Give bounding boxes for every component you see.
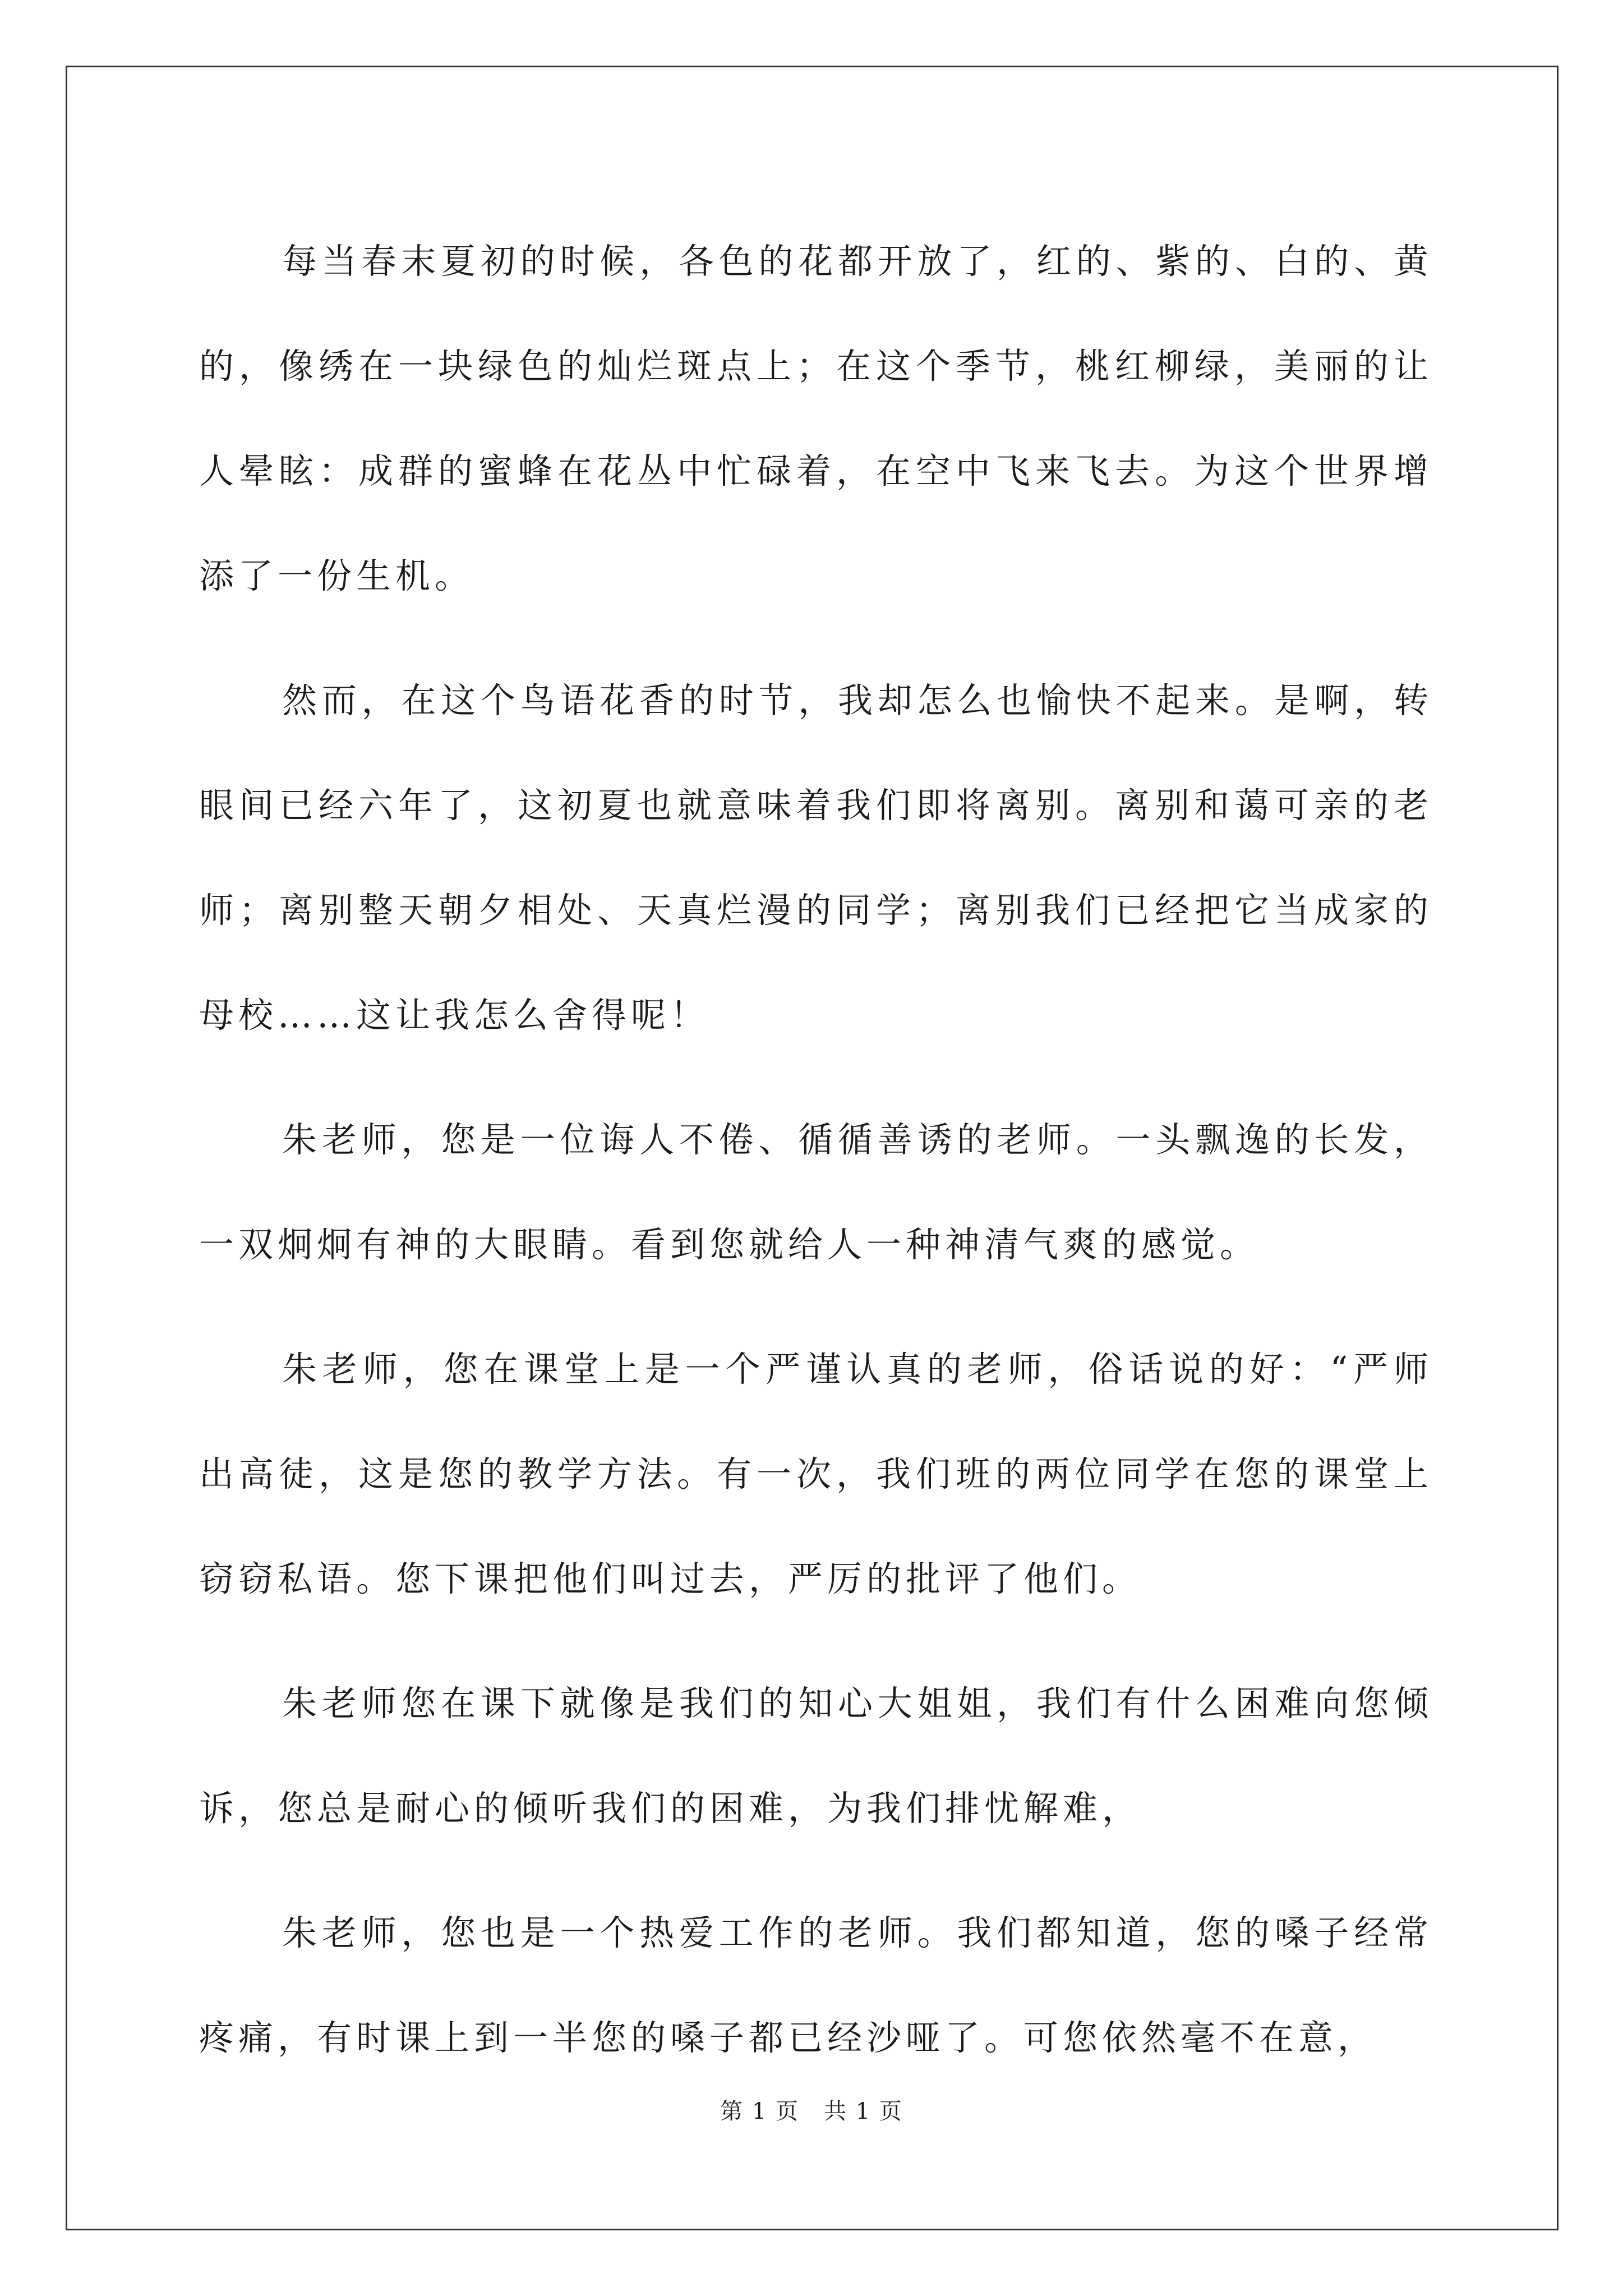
paragraph: 每当春末夏初的时候，各色的花都开放了，红的、紫的、白的、黄的，像绣在一块绿色的灿烂斑点上；在这个季节，桃红柳绿，美丽的让人晕眩：成群的蜜蜂在花丛中忙碌着，在空中飞来飞去。为这个世界增添了一份生机。	[199, 241, 1433, 596]
page-footer	[0, 2093, 1623, 2125]
page-total: 共 1 页	[824, 2099, 903, 2124]
paragraph: 朱老师您在课下就像是我们的知心大姐姐，我们有什么困难向您倾诉，您总是耐心的倾听我们的困难，为我们排忧解难，	[199, 1683, 1433, 1829]
paragraph: 朱老师，您也是一个热爱工作的老师。我们都知道，您的嗓子经常疼痛，有时课上到一半您的嗓子都已经沙哑了。可您依然毫不在意，	[199, 1912, 1433, 2058]
document-body	[199, 209, 1433, 2110]
paragraph: 然而，在这个鸟语花香的时节，我却怎么也愉快不起来。是啊，转眼间已经六年了，这初夏也就意味着我们即将离别。离别和蔼可亲的老师；离别整天朝夕相处、天真烂漫的同学；离别我们已经把它当成家的母校……这让我怎么舍得呢！	[199, 680, 1433, 1036]
paragraph: 朱老师，您在课堂上是一个严谨认真的老师，俗话说的好：“严师出高徒，这是您的教学方法。有一次，我们班的两位同学在您的课堂上窃窃私语。您下课把他们叫过去，严厉的批评了他们。	[199, 1349, 1433, 1599]
paragraph: 朱老师，您是一位诲人不倦、循循善诱的老师。一头飘逸的长发，一双炯炯有神的大眼睛。看到您就给人一种神清气爽的感觉。	[199, 1119, 1433, 1265]
page-number: 第 1 页	[720, 2099, 799, 2124]
